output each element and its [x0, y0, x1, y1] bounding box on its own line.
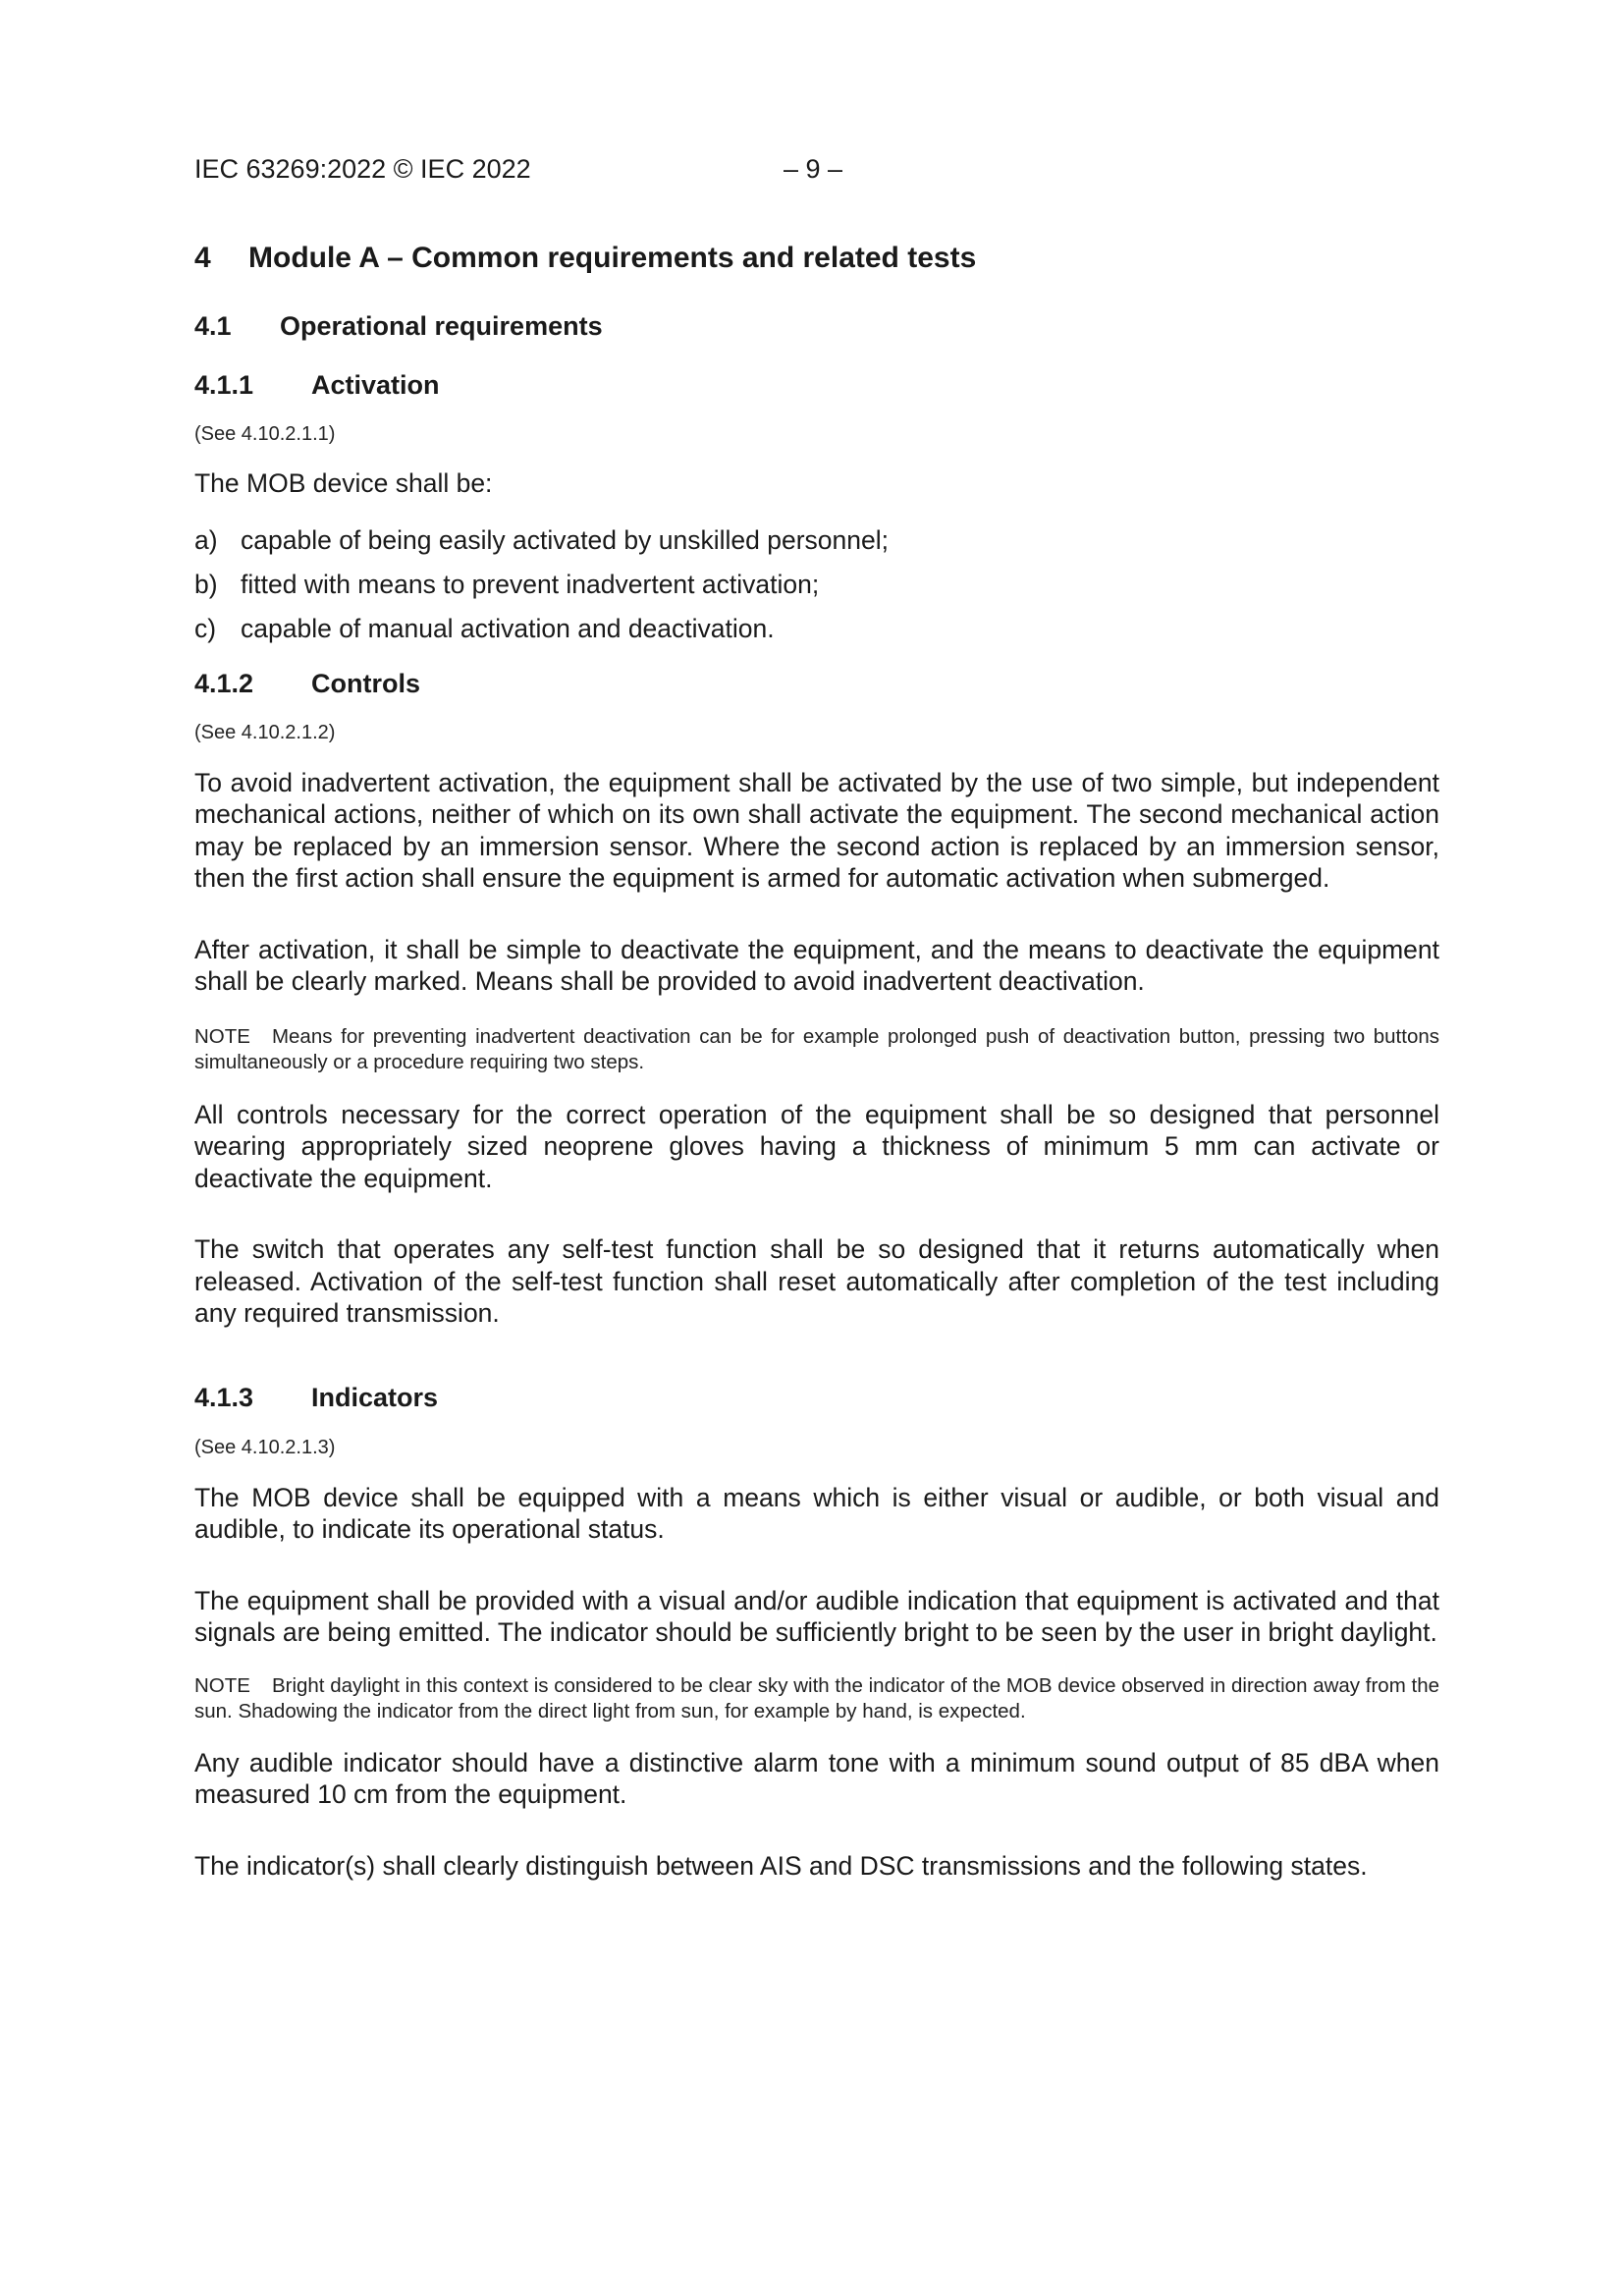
section-number: 4 [194, 242, 211, 274]
section-title: Operational requirements [280, 311, 603, 341]
paragraph: The indicator(s) shall clearly distinguish between AIS and DSC transmissions and the following states. [194, 1850, 1368, 1881]
cross-reference: (See 4.10.2.1.3) [194, 1436, 336, 1458]
section-number: 4.1.1 [194, 370, 254, 400]
page-number: – 9 – [784, 154, 843, 184]
section-number: 4.1.2 [194, 668, 254, 698]
section-title: Indicators [311, 1382, 439, 1412]
cross-reference: (See 4.10.2.1.1) [194, 423, 336, 445]
section-4-1-3-heading [194, 1380, 1439, 1415]
paragraph: The MOB device shall be equipped with a means which is either visual or audible, or both visual and audible, to indicate its operational status. [194, 1482, 1439, 1544]
list-item [194, 569, 1439, 600]
paragraph: The switch that operates any self-test function shall be so designed that it returns automatically when released. Activation of the self-test function shall reset automatically after completion of the test including any required transmission. [194, 1234, 1439, 1328]
list-item-text: capable of being easily activated by unskilled personnel; [241, 524, 889, 555]
section-number: 4.1.3 [194, 1382, 254, 1412]
section-title: Activation [311, 370, 440, 400]
paragraph: After activation, it shall be simple to deactivate the equipment, and the means to deactivate the equipment shall be clearly marked. Means shall be provided to avoid inadvertent deactivation. [194, 934, 1439, 996]
section-title: Controls [311, 668, 420, 698]
list-item [194, 524, 1439, 556]
list-item-text: fitted with means to prevent inadvertent activation; [241, 569, 820, 599]
paragraph: All controls necessary for the correct operation of the equipment shall be so designed that personnel wearing appropriately sized neoprene gloves having a thickness of minimum 5 mm can activate or deactivate the equipment. [194, 1099, 1439, 1193]
running-header [194, 149, 1439, 189]
list-item-text: capable of manual activation and deactivation. [241, 613, 775, 643]
list-item [194, 613, 1439, 644]
page-content [194, 149, 1439, 1882]
section-4-1-2-heading [194, 666, 1439, 701]
note [194, 1024, 1439, 1075]
list-item-label: b) [194, 569, 218, 599]
section-number: 4.1 [194, 311, 232, 341]
list-item-label: a) [194, 524, 218, 555]
note-label: NOTE [194, 1024, 250, 1048]
document-code: IEC 63269:2022 © IEC 2022 [194, 154, 531, 184]
requirements-list [194, 524, 1439, 644]
paragraph: To avoid inadvertent activation, the equipment shall be activated by the use of two simple, but independent mechanical actions, neither of which on its own shall activate the equipment. The second mechanical action may be replaced by an immersion sensor. Where the second action is replaced by an immersion sensor, then the first action shall ensure the equipment is armed for automatic activation when submerged. [194, 767, 1439, 893]
note-text: Bright daylight in this context is considered to be clear sky with the indicator of the MOB device observed in direction away from the sun. Shadowing the indicator from the direct light from sun, for example by hand, is expected. [194, 1673, 1439, 1722]
section-4-1-heading [194, 308, 1439, 344]
paragraph: Any audible indicator should have a distinctive alarm tone with a minimum sound output of 85 dBA when measured 10 cm from the equipment. [194, 1747, 1439, 1809]
paragraph: The MOB device shall be: [194, 468, 493, 498]
note-label: NOTE [194, 1673, 250, 1697]
note [194, 1673, 1439, 1724]
section-title: Module A – Common requirements and related tests [248, 242, 977, 274]
cross-reference: (See 4.10.2.1.2) [194, 721, 336, 743]
list-item-label: c) [194, 613, 217, 643]
note-text: Means for preventing inadvertent deactivation can be for example prolonged push of deactivation button, pressing two buttons simultaneously or a procedure requiring two steps. [194, 1024, 1439, 1073]
section-4-1-1-heading [194, 367, 1439, 403]
paragraph: The equipment shall be provided with a visual and/or audible indication that equipment is activated and that signals are being emitted. The indicator should be sufficiently bright to be seen by the user in bright daylight. [194, 1585, 1439, 1647]
section-4-heading [194, 239, 1439, 278]
